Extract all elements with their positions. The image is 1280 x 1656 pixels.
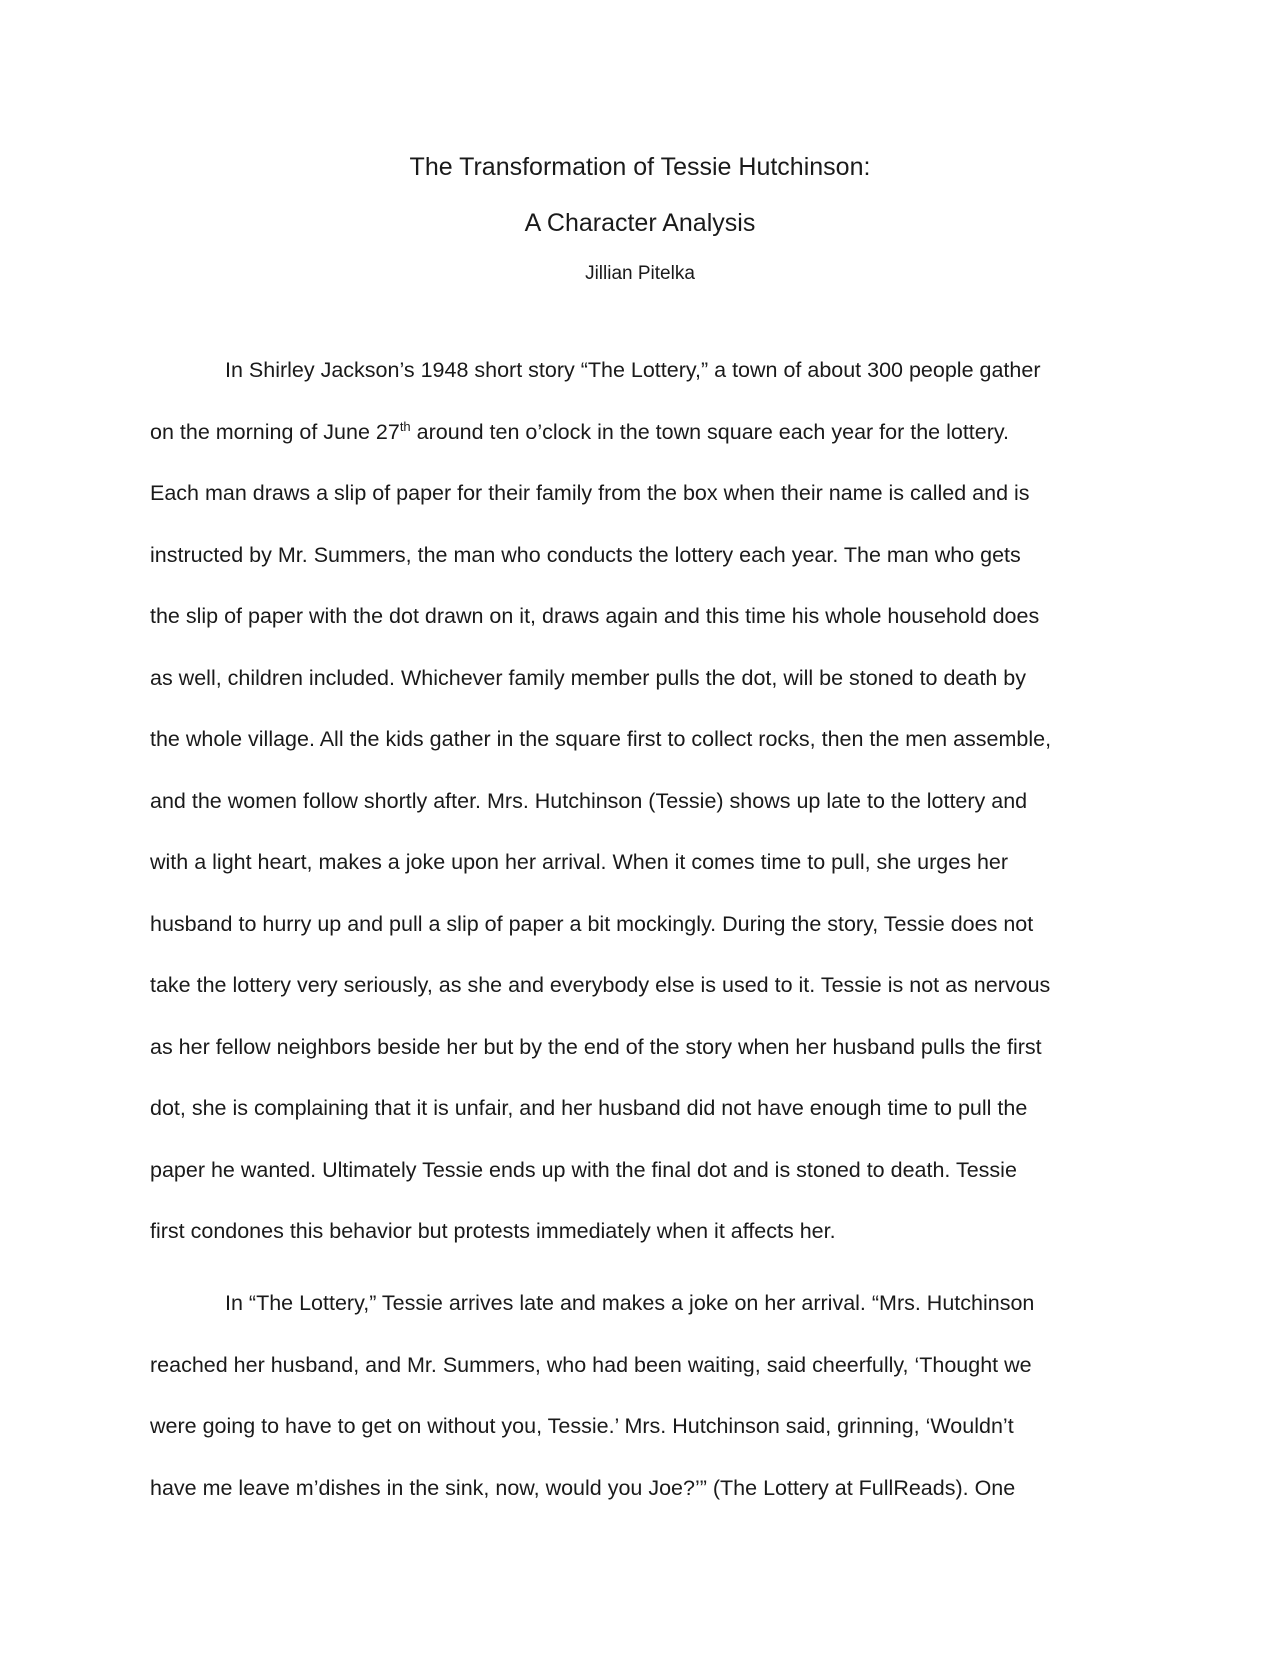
text-line: with a light heart, makes a joke upon her arrival. When it comes time to pull, she urges her — [150, 850, 1009, 874]
text-line: In “The Lottery,” Tessie arrives late and makes a joke on her arrival. “Mrs. Hutchinson — [225, 1291, 1035, 1315]
text-line: instructed by Mr. Summers, the man who conducts the lottery each year. The man who gets — [150, 542, 1021, 567]
text-segment: around ten o’clock in the town square each year for the lottery. — [410, 419, 1010, 444]
document-title-line-2: A Character Analysis — [524, 209, 756, 237]
ordinal-suffix: th — [399, 418, 411, 434]
text-segment: on the morning of June 27 — [150, 419, 400, 444]
text-line: husband to hurry up and pull a slip of paper a bit mockingly. During the story, Tessie does not — [150, 911, 1034, 936]
text-line: paper he wanted. Ultimately Tessie ends up with the final dot and is stoned to death. Tessie — [150, 1157, 1017, 1182]
text-line: first condones this behavior but protests immediately when it affects her. — [150, 1219, 836, 1243]
author-name: Jillian Pitelka — [585, 263, 695, 284]
text-line: and the women follow shortly after. Mrs. Hutchinson (Tessie) shows up late to the lottery and — [150, 788, 1028, 813]
document-title-line-1: The Transformation of Tessie Hutchinson: — [409, 153, 871, 181]
text-line: take the lottery very seriously, as she and everybody else is used to it. Tessie is not as nervous — [150, 973, 1051, 997]
text-line: dot, she is complaining that it is unfair, and her husband did not have enough time to pull the — [150, 1096, 1028, 1120]
text-line: as well, children included. Whichever family member pulls the dot, will be stoned to death by — [150, 665, 1026, 690]
text-line: have me leave m’dishes in the sink, now, would you Joe?’” (The Lottery at FullReads). One — [150, 1475, 1016, 1500]
text-line: were going to have to get on without you, Tessie.’ Mrs. Hutchinson said, grinning, ‘Wouldn’t — [150, 1414, 1014, 1438]
paragraph-1 — [150, 355, 1150, 1278]
text-line: In Shirley Jackson’s 1948 short story “The Lottery,” a town of about 300 people gather — [225, 358, 1041, 382]
text-line: as her fellow neighbors beside her but by the end of the story when her husband pulls the first — [150, 1034, 1042, 1059]
text-line: the whole village. All the kids gather in the square first to collect rocks, then the men assemble, — [150, 727, 1052, 751]
text-line: the slip of paper with the dot drawn on it, draws again and this time his whole household does — [150, 604, 1040, 628]
text-line: Each man draws a slip of paper for their family from the box when their name is called and is — [150, 481, 1030, 505]
text-line: reached her husband, and Mr. Summers, who had been waiting, said cheerfully, ‘Thought we — [150, 1352, 1032, 1377]
text-line — [150, 417, 1150, 479]
paragraph-2 — [150, 1288, 1150, 1534]
